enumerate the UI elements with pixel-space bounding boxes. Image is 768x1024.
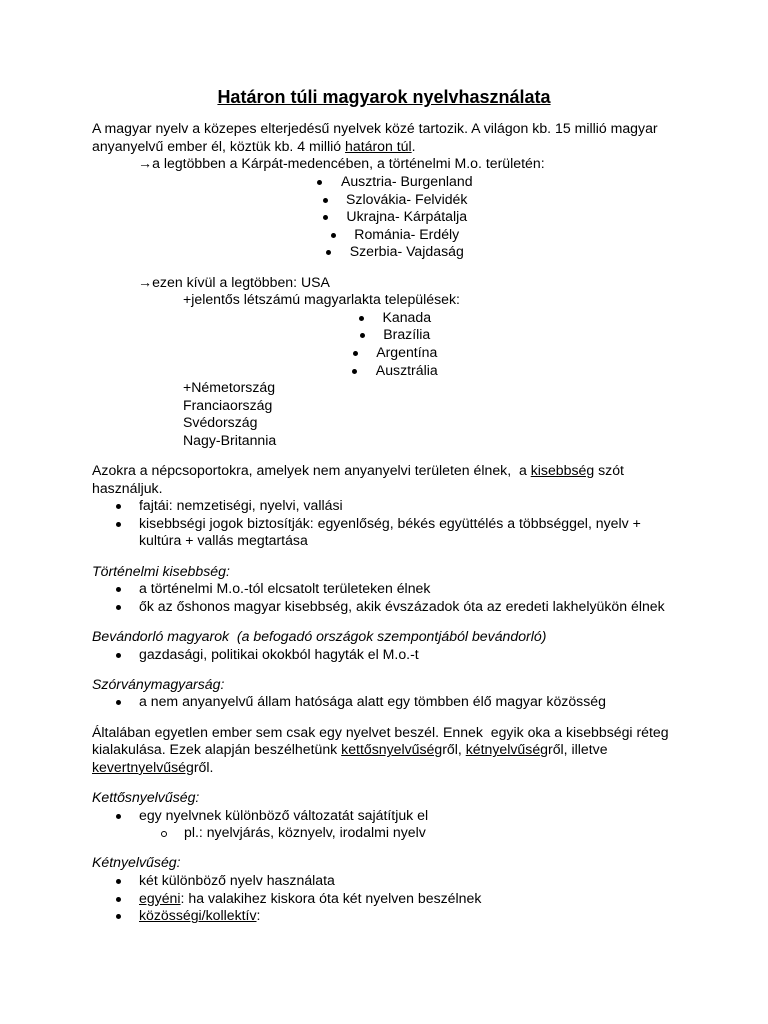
region-name: Ukrajna- Kárpátalja — [346, 208, 468, 225]
list-item — [92, 497, 676, 515]
list-item — [92, 693, 676, 711]
term-diglossia: kettősnyelvűség — [341, 741, 443, 758]
term-mixed-language: kevertnyelvűség — [92, 758, 194, 775]
diaspora-section — [92, 676, 676, 711]
list-item-content — [359, 309, 431, 327]
list-item-text: egy nyelvnek különböző változatát sajátítjuk el — [139, 806, 429, 823]
region-list — [114, 173, 676, 261]
collective-term: közösségi/kollektív — [139, 907, 257, 924]
bilingualism-section — [92, 854, 676, 924]
list-item-content — [317, 173, 472, 191]
country-name: Ausztrália — [375, 361, 438, 378]
country-name: Brazília — [383, 326, 431, 343]
multilingualism-paragraph — [92, 724, 676, 777]
list-item-text: ők az őshonos magyar kisebbség, akik évszázadok óta az eredeti lakhelyükön élnek — [139, 597, 665, 614]
section-heading: Kétnyelvűség: — [92, 854, 181, 871]
sub-list-item — [92, 824, 676, 842]
list-item-content — [331, 226, 459, 244]
section-heading: Történelmi kisebbség: — [92, 562, 230, 579]
settlements-lead: +jelentős létszámú magyarlakta települések: — [183, 291, 460, 308]
diglossia-section — [92, 789, 676, 842]
carpathian-lead: →a legtöbben a Kárpát-medencében, a történelmi M.o. területén: — [138, 155, 545, 172]
list-item — [92, 598, 676, 616]
bullet-icon — [116, 653, 121, 658]
hollow-bullet-icon — [161, 831, 167, 837]
list-item — [114, 344, 676, 362]
intro-paragraph — [92, 120, 676, 155]
list-item-content — [326, 243, 464, 261]
bullet-icon — [323, 198, 328, 203]
bullet-icon — [352, 369, 357, 374]
list-item — [92, 872, 676, 890]
section-heading: Szórványmagyarság: — [92, 675, 225, 692]
region-name: Ausztria- Burgenland — [340, 172, 473, 189]
multilingualism-section — [92, 724, 676, 777]
list-item — [114, 362, 676, 380]
bullet-icon — [116, 700, 121, 705]
bullet-icon — [116, 522, 121, 527]
page-title: Határon túli magyarok nyelvhasználata — [217, 87, 551, 107]
list-item-text: : ha valakihez kiskora óta két nyelven beszélnek — [180, 889, 482, 906]
list-item — [114, 243, 676, 261]
country-name: Kanada — [382, 308, 432, 325]
list-item — [92, 646, 676, 664]
bullet-icon — [116, 504, 121, 509]
region-name: Románia- Erdély — [354, 225, 460, 242]
bullet-icon — [353, 351, 358, 356]
bullet-icon — [331, 233, 336, 238]
intro-underlined-term: határon túl — [345, 137, 412, 154]
list-item — [114, 208, 676, 226]
list-item-content — [352, 362, 437, 380]
list-item-text: : — [256, 907, 261, 924]
bullet-icon — [323, 215, 328, 220]
intro-end: . — [411, 137, 416, 154]
list-item-content — [360, 326, 431, 344]
minority-term: kisebbség — [530, 462, 595, 479]
region-name: Szlovákia- Felvidék — [346, 190, 468, 207]
bullet-icon — [116, 897, 121, 902]
individual-term: egyéni — [139, 889, 181, 906]
list-item — [92, 580, 676, 598]
bullet-icon — [116, 605, 121, 610]
intro-text: A magyar nyelv a közepes elterjedésű nyelvek közé tartozik. A világon kb. 15 millió magyar anyanyelvű ember él, köztük kb. 4 millió — [92, 120, 662, 154]
list-item-text: kisebbségi jogok biztosítják: egyenlőség, békés együttélés a többséggel, nyelv + kultúra + vallás megtartása — [139, 514, 645, 549]
bullet-icon — [116, 587, 121, 592]
list-item — [92, 907, 676, 925]
europe-country: +Németország — [183, 379, 276, 396]
region-name: Szerbia- Vajdaság — [349, 243, 464, 260]
list-item-text: két különböző nyelv használata — [139, 871, 335, 888]
list-item-text: a történelmi M.o.-tól elcsatolt területeken élnek — [139, 580, 431, 597]
bullet-icon — [116, 914, 121, 919]
list-item-text: a nem anyanyelvű állam hatósága alatt egy tömbben élő magyar közösség — [139, 693, 606, 710]
europe-country: Nagy-Britannia — [183, 431, 277, 448]
minority-paragraph — [92, 462, 676, 497]
overseas-lead: →ezen kívül a legtöbben: USA — [138, 273, 330, 290]
list-item — [92, 890, 676, 908]
bullet-icon — [360, 333, 365, 338]
list-item-text: gazdasági, politikai okokból hagyták el M.o.-t — [139, 645, 419, 662]
list-item — [114, 173, 676, 191]
country-list — [114, 309, 676, 379]
list-item — [114, 226, 676, 244]
list-item-content — [323, 208, 467, 226]
term-suffix: ről, illetve — [548, 741, 612, 758]
bullet-icon — [116, 814, 121, 819]
country-name: Argentína — [376, 343, 438, 360]
section-heading: Kettősnyelvűség: — [92, 788, 200, 805]
list-item-content — [323, 191, 468, 209]
bullet-icon — [359, 316, 364, 321]
overseas-section — [92, 274, 676, 450]
list-item — [92, 807, 676, 825]
minority-text-end: szót használjuk. — [92, 462, 628, 496]
list-item — [114, 191, 676, 209]
historical-minority-section — [92, 563, 676, 616]
multilingualism-text: Általában egyetlen ember sem csak egy nyelvet beszél. Ennek egyik oka a kisebbségi réteg kialakulása. Ezek alapján beszélhetünk — [92, 723, 673, 758]
intro-section — [92, 120, 676, 261]
europe-country: Franciaország — [183, 396, 273, 413]
list-item-text: fajtái: nemzetiségi, nyelvi, vallási — [139, 497, 343, 514]
term-bilingualism: kétnyelvűség — [465, 741, 548, 758]
list-item — [92, 515, 676, 550]
bullet-icon — [116, 879, 121, 884]
term-suffix: ről. — [193, 758, 214, 775]
bullet-icon — [326, 250, 331, 255]
bullet-icon — [317, 180, 322, 185]
minority-section — [92, 462, 676, 550]
list-item-content — [353, 344, 438, 362]
sub-list-item-text: pl.: nyelvjárás, köznyelv, irodalmi nyelv — [184, 824, 426, 841]
europe-country: Svédország — [183, 414, 258, 431]
list-item — [114, 309, 676, 327]
immigrants-section — [92, 628, 676, 663]
term-suffix: ről, — [442, 741, 466, 758]
list-item — [114, 326, 676, 344]
minority-text: Azokra a népcsoportokra, amelyek nem anyanyelvi területen élnek, a — [92, 462, 531, 479]
document-body — [92, 86, 676, 925]
section-heading: Bevándorló magyarok (a befogadó országok szempontjából bevándorló) — [92, 628, 547, 644]
